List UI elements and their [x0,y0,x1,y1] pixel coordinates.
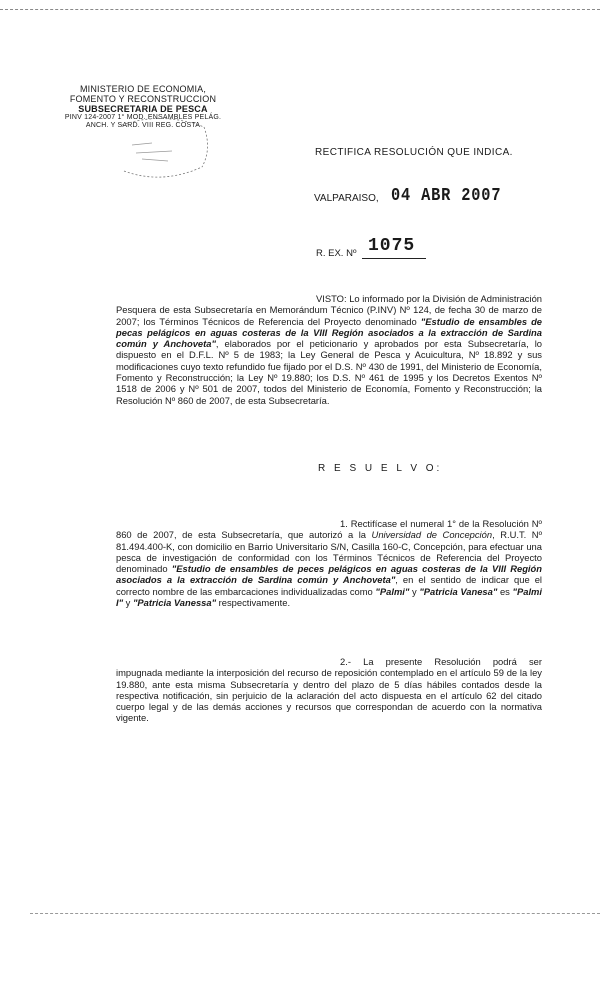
top-scan-line [0,9,600,11]
vessel-name-3: "Palmi I" [116,585,542,609]
place-label: VALPARAISO, [314,193,379,204]
vessel-name-1: "Palmi" [375,585,410,597]
visto-project-title: "Estudio de ensambles de pecas pelágicos en aguas costeras de la VIII Región asociados a la extracción de Sardina común y Anchoveta" [116,315,543,350]
resolution-number: 1075 [368,236,416,256]
item1-end: respectivamente. [218,597,291,609]
item1-es: es [499,585,510,597]
visto-text-part2: , elaborados por el peticionario y aprobados por esta Subsecretaría, lo dispuesto en el D.F.L. Nº 5 de 1983; la Ley General de Pesca y Acuicultura, Nº 18.892 y sus modificaciones cuyo texto refundido fue fijado por el D.S. Nº 430 de 1991, del Ministerio de Economía, Fomento y Reconstrucción; la Ley Nº 19.880; los D.S. Nº 461 de 1995 y los Decretos Exentos Nº 1518 de 2006 y Nº 501 de 2007, todos del Ministerio de Economía, Fomento y Reconstrucción; la Resolución Nº 860 de 2007, de esta Subsecretaría. [116,338,542,406]
resuelvo-heading: R E S U E L V O: [318,463,443,474]
resolution-number-underline [362,258,426,259]
visto-text-part1: Lo informado por la División de Administración Pesquera de esta Subsecretaría en Memorándum Técnico (P.INV) Nº 124, de fecha 30 de marzo de 2007; los Términos Técnicos de Referencia del Proyecto denominado [116,293,542,327]
vessel-name-2: "Patricia Vanesa" [419,585,498,597]
item1-text-part1: Rectifícase el numeral 1° de la Resolución Nº 860 de 2007, de esta Subsecretaría, que autorizó a la [116,518,542,541]
item1-text-part2: , R.U.T. Nº 81.494.400-K, con domicilio en Barrio Universitario S/N, Casilla 160-C, Concepción, para efectuar una pesca de investigación de conformidad con los Términos Técnicos de Referencia del Proyecto denominado [116,529,542,575]
item1-conj-1: y [412,585,417,597]
item1-entity: Universidad de Concepción [371,529,493,541]
ministry-name-line2: FOMENTO Y RECONSTRUCCION [69,94,217,104]
reference-line1: PINV 124-2007 1° MOD. ENSAMBLES PELÁG. [64,114,222,121]
official-seal-stamp [112,115,212,181]
item1-text-part3: , en el sentido de indicar que el correcto nombre de las embarcaciones individualizadas como [116,574,542,597]
document-subject: RECTIFICA RESOLUCIÓN QUE INDICA. [315,147,513,158]
item1-conj-2: y [125,597,131,609]
ministry-name-line1: MINISTERIO DE ECONOMIA, [79,84,207,94]
resolution-item-1 [116,518,542,608]
reference-line2: ANCH. Y SARD. VIII REG. COSTA [85,122,201,129]
item1-project-title: "Estudio de ensambles de peces pelágicos en aguas costeras de la VIII Región asociados a la extracción de Sardina común y Anchoveta" [116,563,542,586]
visto-label: VISTO: [316,293,347,304]
item2-number: 2.- [340,656,351,667]
resolution-number-label: R. EX. Nº [316,248,357,259]
item2-text: La presente Resolución podrá ser impugnada mediante la interposición del recurso de reposición contemplado en el artículo 59 de la ley 19.880, ante esta misma Subsecretaría y dentro del plazo de 5 días hábiles contados desde la respectiva notificación, sin perjuicio de la aclaración del acto dispuesta en el artículo 62 del citado cuerpo legal y de las demás acciones y recursos que correspondan de acuerdo con la normativa vigente. [116,656,542,724]
resolution-item-2 [116,656,542,724]
date-stamp: 04 ABR 2007 [391,186,502,206]
bottom-scan-line [30,913,600,915]
subsecretaria-name: SUBSECRETARIA DE PESCA [78,104,208,114]
visto-paragraph [116,293,542,406]
vessel-name-4: "Patricia Vanessa" [132,597,217,609]
item1-number: 1. [340,518,348,529]
